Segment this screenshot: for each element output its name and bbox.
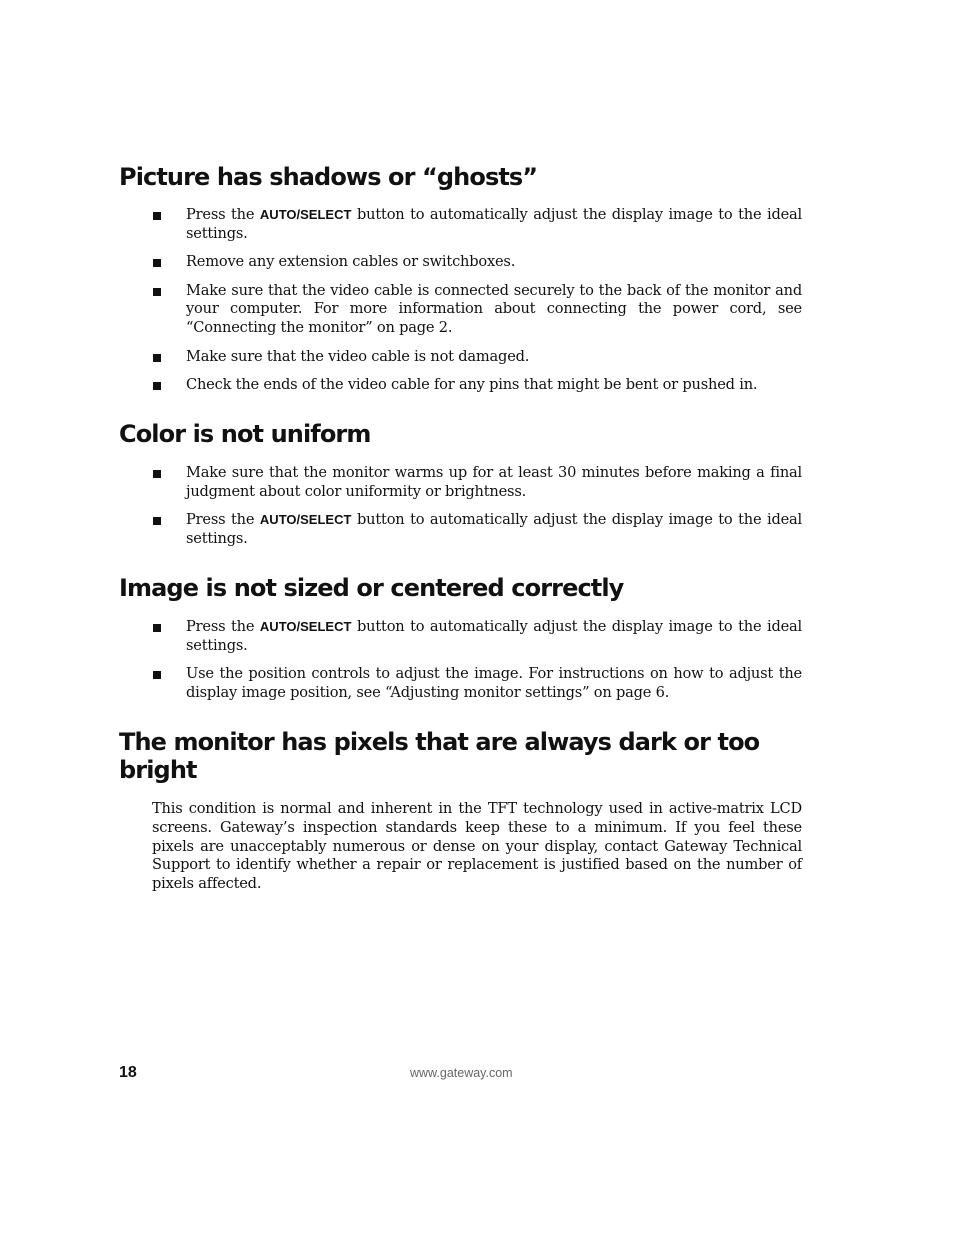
square-bullet-icon — [153, 517, 161, 525]
page-number: 18 — [119, 1064, 137, 1081]
footer-url: www.gateway.com — [410, 1066, 513, 1080]
bullet-list-image-size — [152, 618, 802, 712]
square-bullet-icon — [153, 288, 161, 296]
list-item: Press the AUTO/SELECT button to automatically adjust the display image to the ideal settings. — [152, 511, 802, 548]
square-bullet-icon — [153, 259, 161, 267]
section-heading-image-size: Image is not sized or centered correctly — [119, 574, 624, 602]
bullet-list-color — [152, 464, 802, 558]
section-heading-pixels: The monitor has pixels that are always dark or too bright — [119, 728, 760, 784]
square-bullet-icon — [153, 671, 161, 679]
square-bullet-icon — [153, 354, 161, 362]
list-item: Use the position controls to adjust the image. For instructions on how to adjust the display image position, see “Adjusting monitor settings” on page 6. — [152, 665, 802, 702]
auto-select-keyword: AUTO/SELECT — [259, 207, 352, 222]
list-item: Remove any extension cables or switchboxes. — [152, 253, 802, 272]
square-bullet-icon — [153, 212, 161, 220]
square-bullet-icon — [153, 382, 161, 390]
square-bullet-icon — [153, 470, 161, 478]
list-item: Make sure that the video cable is not damaged. — [152, 348, 802, 367]
square-bullet-icon — [153, 624, 161, 632]
pixels-paragraph: This condition is normal and inherent in the TFT technology used in active-matrix LCD screens. Gateway’s inspection standards keep these to a minimum. If you feel these pixels are unacceptably numerous or dense on your display, contact Gateway Technical Support to identify whether a repair or replacement is justified based on the number of pixels affected. — [152, 800, 802, 893]
bullet-list-shadows — [152, 206, 802, 405]
list-item: Press the AUTO/SELECT button to automatically adjust the display image to the ideal settings. — [152, 206, 802, 243]
auto-select-keyword: AUTO/SELECT — [259, 512, 352, 528]
list-item: Press the AUTO/SELECT button to automatically adjust the display image to the ideal settings. — [152, 618, 802, 655]
list-item: Make sure that the monitor warms up for at least 30 minutes before making a final judgment about color uniformity or brightness. — [152, 464, 802, 501]
auto-select-keyword: AUTO/SELECT — [259, 619, 352, 634]
section-heading-shadows: Picture has shadows or “ghosts” — [119, 163, 538, 191]
section-heading-color: Color is not uniform — [119, 420, 371, 448]
list-item: Make sure that the video cable is connected securely to the back of the monitor and your computer. For more information about connecting the power cord, see “Connecting the monitor” on page 2. — [152, 282, 802, 338]
list-item: Check the ends of the video cable for any pins that might be bent or pushed in. — [152, 376, 802, 395]
